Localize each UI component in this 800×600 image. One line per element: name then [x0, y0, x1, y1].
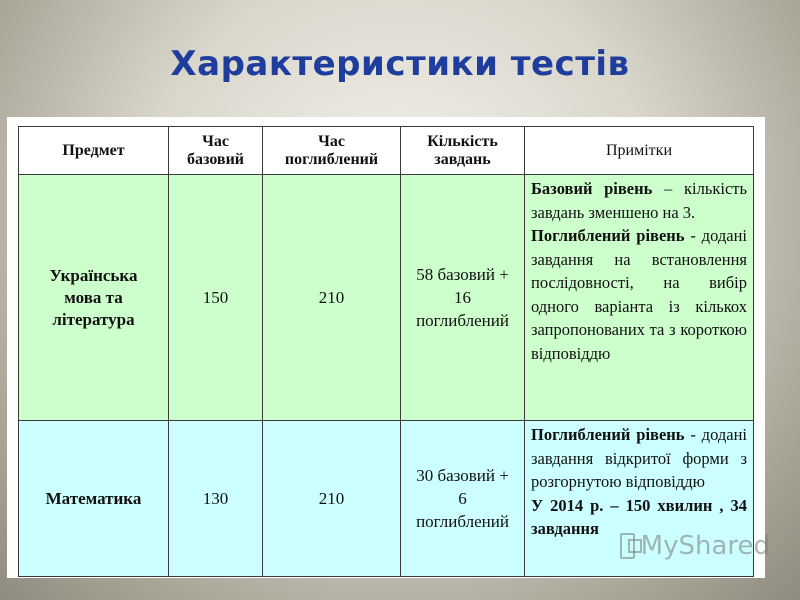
note-paragraph: Поглиблений рівень - додані завдання відкритої форми з розгорнутою відповіддю — [531, 425, 747, 491]
header-advanced-time: Час поглиблений — [263, 127, 401, 175]
note-paragraph: Базовий рівень – кількість завдань зменшено на 3. — [531, 179, 747, 222]
table-row — [19, 175, 754, 421]
advanced-time-cell: 210 — [263, 421, 401, 577]
header-subject: Предмет — [19, 127, 169, 175]
base-time-cell: 150 — [169, 175, 263, 421]
note-paragraph: Поглиблений рівень - додані завдання на встановлення послідовності, на вибір одного варіанта із кількох запропонованих та з короткою відповіддю — [531, 226, 747, 363]
note-paragraph: У 2014 р. – 150 хвилин , 34 завдання — [531, 495, 747, 538]
subject-cell: Українська мова та література — [19, 175, 169, 421]
subject-cell: Математика — [19, 421, 169, 577]
watermark — [620, 528, 770, 564]
table-image — [7, 117, 765, 578]
slide-title: Характеристики тестів — [170, 44, 630, 84]
tasks-cell: 30 базовий + 6 поглиблений — [401, 421, 525, 577]
test-characteristics-table — [18, 126, 754, 577]
header-tasks: Кількість завдань — [401, 127, 525, 175]
base-time-cell: 130 — [169, 421, 263, 577]
notes-cell — [525, 175, 754, 421]
tasks-cell: 58 базовий + 16 поглиблений — [401, 175, 525, 421]
header-row — [19, 127, 754, 175]
header-notes: Примітки — [525, 127, 754, 175]
watermark-text: MyShared — [640, 531, 770, 561]
watermark-logo-icon — [620, 533, 635, 559]
header-base-time: Час базовий — [169, 127, 263, 175]
advanced-time-cell: 210 — [263, 175, 401, 421]
